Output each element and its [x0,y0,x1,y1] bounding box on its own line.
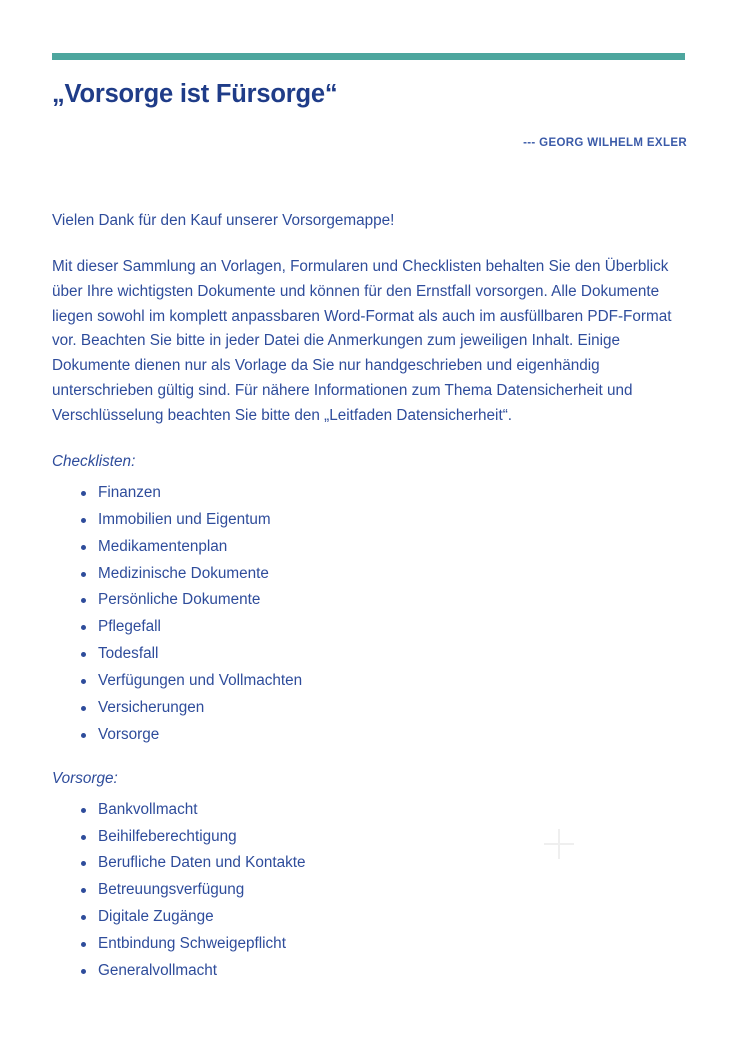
list-item: Versicherungen [52,700,688,715]
list-item: Medikamentenplan [52,539,688,554]
list-item: Bankvollmacht [52,802,688,817]
list-item: Finanzen [52,485,688,500]
list-item: Vorsorge [52,727,688,742]
section-heading-checklisten: Checklisten: [52,453,136,471]
checklisten-list [52,485,688,742]
list-item: Berufliche Daten und Kontakte [52,855,688,870]
list-item: Beihilfeberechtigung [52,829,688,844]
list-item: Digitale Zugänge [52,909,688,924]
intro-paragraph: Vielen Dank für den Kauf unserer Vorsorgemappe! [52,212,395,230]
list-item: Pflegefall [52,619,688,634]
list-item: Generalvollmacht [52,963,688,978]
main-paragraph: Mit dieser Sammlung an Vorlagen, Formularen und Checklisten behalten Sie den Überblick über Ihre wichtigsten Dokumente und können für den Ernstfall vorsorgen. Alle Dokumente liegen sowohl im komplett anpassbaren Word-Format als auch im ausfüllbaren PDF-Format vor. Beachten Sie bitte in jeder Datei die Anmerkungen zum jeweiligen Inhalt. Einige Dokumente dienen nur als Vorlage da Sie nur handgeschrieben und eigenhändig unterschrieben gültig sind. Für nähere Informationen zum Thema Datensicherheit und Verschlüsselung beachten Sie bitte den „Leitfaden Datensicherheit“. [52,258,672,424]
list-item: Todesfall [52,646,688,661]
page-title: „Vorsorge ist Fürsorge“ [52,80,338,108]
quote-attribution: --- GEORG WILHELM EXLER [523,137,687,150]
list-item: Verfügungen und Vollmachten [52,673,688,688]
list-item: Immobilien und Eigentum [52,512,688,527]
crop-mark-vertical [558,829,560,859]
list-item: Betreuungsverfügung [52,882,688,897]
section-heading-vorsorge: Vorsorge: [52,770,118,788]
vorsorge-list [52,802,688,979]
list-item: Entbindung Schweigepflicht [52,936,688,951]
header-accent-rule [52,53,685,60]
document-content [52,80,688,990]
list-item: Medizinische Dokumente [52,566,688,581]
list-item: Persönliche Dokumente [52,592,688,607]
